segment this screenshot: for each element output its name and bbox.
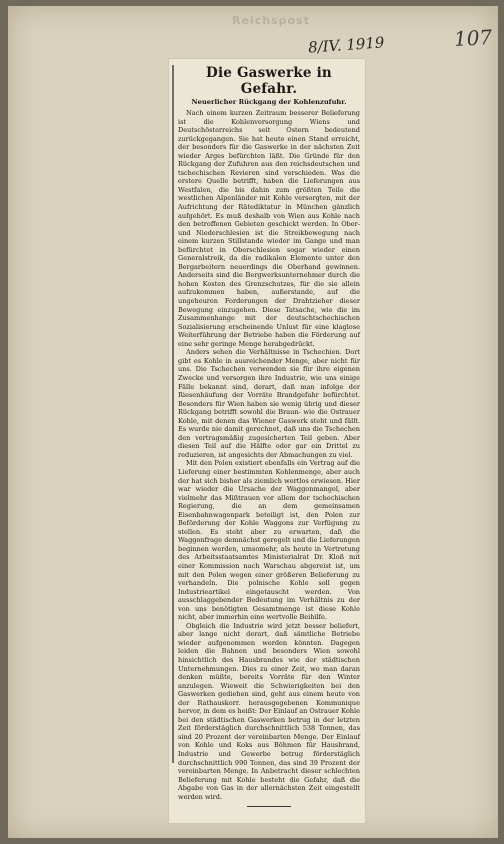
- article-paragraph: Anders sehen die Verhältnisse in Tschechien. Dort gibt es Kohle in ausreichender Menge, aber nicht für uns. Die Tschechen verwenden sie für ihre eigenen Zwecke und versorgen ihre Industrie, wie uns einige Fälle bekannt sind, derart, daß man infolge der Riesenhäufung der Vorräte Brandgefahr befürchtet. Besonders für Wien haben sie wenig übrig und dieser Rückgang betrifft sowohl die Braun- wie die Ostrauer Kohle, mit denen das Wiener Gaswerk steht und fällt. Es wurde nie damit gerechnet, daß uns die Tschechen den vertragsmäßig zugesicherten Teil geben. Aber diesen Teil auf die Hälfte oder gar ein Drittel zu reduzieren, ist angesichts der Abmachungen zu viel.: [178, 348, 360, 459]
- end-rule: [247, 806, 291, 807]
- archive-stamp: Reichspost: [232, 14, 310, 27]
- handwritten-date: 8/IV. 1919: [307, 33, 385, 57]
- article-paragraph: Mit den Polen existiert ebenfalls ein Vertrag auf die Lieferung einer bestimmten Kohlenmenge, aber auch der hat sich bisher als ziemlich wertlos erwiesen. Hier war wieder die Ursache der Waggonmangel, aber vielmehr das Mißtrauen vor allem der tschechischen Regierung, die an dem gemeinsamen Eisenbahnwagenpark beteiligt ist, den Polen zur Beförderung der Kohle Waggons zur Verfügung zu stellen. Es steht aber zu erwarten, daß die Waggonfrage demnächst geregelt und die Lieferungen beginnen werden, umsomehr, als heute in Vertretung des Arbeitsstaatsamtes Ministerialrat Dr. Kloß mit einer Kommission nach Warschau abgereist ist, um mit den Polen wegen einer größeren Belieferung zu verhandeln. Die polnische Kohle soll gegen Industrieartikel eingetauscht werden. Von ausschlaggebender Bedeutung im Verhältnis zu der von uns benötigten Gesamtmenge ist diese Kohle nicht, aber immerhin eine wertvolle Beihilfe.: [178, 459, 360, 622]
- newspaper-clipping: [168, 58, 366, 824]
- article-paragraph: Obgleich die Industrie wird jetzt besser beliefert, aber lange nicht derart, daß sämtliche Betriebe wieder aufgenommen werden könnten. Dagegen leiden die Bahnen und besonders Wien sowohl hinsichtlich des Hausbrandes wie der städtischen Unternehmungen. Dies zu einer Zeit, wo man daran denken müßte, bereits Vorräte für den Winter anzulegen. Wieweit die Schwierigkeiten bei den Gaswerken gediehen sind, geht aus einem heute von der Rathauskorr. herausgegebenen Kommunique hervor, in dem es heißt: Der Einlauf an Ostrauer Kohle bei den städtischen Gaswerken betrug in der letzten Zeit förderstäglich durchschnittlich 538 Tonnen, das sind 20 Prozent der vereinbarten Menge. Der Einlauf von Kohle und Koks aus Böhmen für Hausbrand, Industrie und Gewerbe betrug förderstäglich durchschnittlich 990 Tonnen, das sind 39 Prozent der vereinbarten Menge. In Anbetracht dieser schlechten Belieferung mit Kohle besteht die Gefahr, daß die Abgabe von Gas in der allernächsten Zeit eingestellt werden wird.: [178, 621, 360, 801]
- folio-number: 107: [453, 25, 493, 51]
- article-subheadline: Neuerlicher Rückgang der Kohlenzufuhr.: [191, 98, 347, 106]
- article-headline: Die Gaswerke in Gefahr.: [206, 65, 332, 97]
- margin-marking: [172, 65, 174, 763]
- archive-sheet: [8, 6, 498, 838]
- article-paragraph: Nach einem kurzen Zeitraum besserer Belieferung ist die Kohlenversorgung Wiens und Deutschösterreichs seit Ostern bedeutend zurückgegangen. Sie hat heute einen Stand erreicht, der besonders für die Gaswerke in der nächsten Zeit wieder Arges befürchten läßt. Die Gründe für den Rückgang der Zufuhren aus den reichsdeutschen und tschechischen Revieren sind verschieden. Was die erstere Quelle betrifft, haben die Lieferungen aus Westfalen, die bis dahin zum größten Teile die westlichen Alpenländer mit Kohle versorgten, mit der Aufrichtung der Rätediktatur in München gänzlich aufgehört. Es muß deshalb von Wien aus Kohle nach den betroffenen Gebieten geschickt werden. In Ober- und Niederschlesien ist die Streikbewegung nach einem kurzen Stillstande wieder im Gange und man befürchtet in Oberschlesien sogar wieder einen Generalstreik, da die radikalen Elemente unter den Bergarbeitern neuerdings die Oberhand gewinnen. Anderseits sind die Bergwerksunternehmer durch die hohen Kosten des Grenzschutzes, für die sie allein aufzukommen haben, außerstande, auf die ungeheuren Forderungen der Drahtzieher dieser Bewegung einzugehen. Diese Tatsache, wie die im Zusammenhange mit der deutschtschechischen Sozialisierung erscheinende Unlust für eine klaglose Weiterführung der Betriebe haben die Förderung auf eine sehr geringe Menge herabgedrückt.: [178, 109, 360, 348]
